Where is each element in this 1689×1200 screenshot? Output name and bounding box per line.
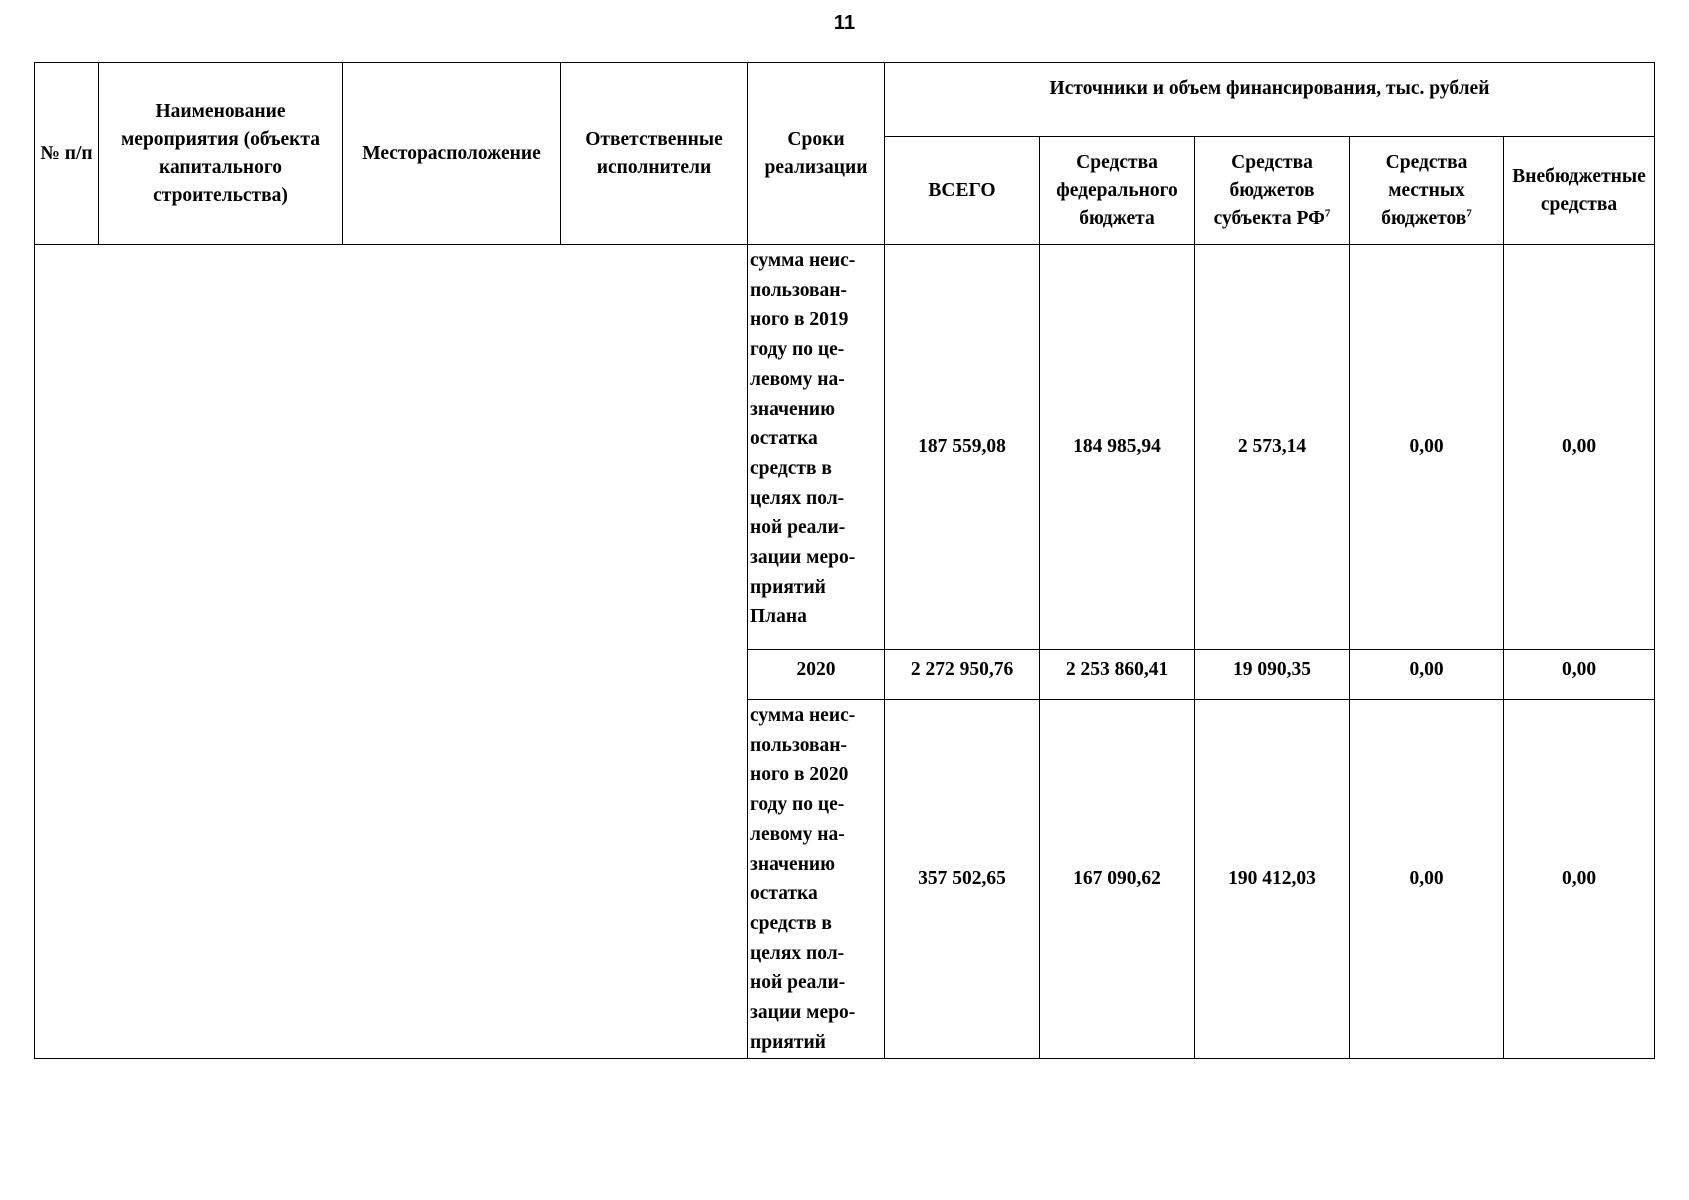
extra-cell: 0,00 [1504,245,1655,650]
header-name: Наименование мероприятия (объекта капитального строительства) [99,63,343,245]
header-extra: Внебюджетные средства [1504,137,1655,245]
local-cell: 0,00 [1350,245,1504,650]
header-local [1350,137,1504,245]
term-cell: сумма неис- пользован- ного в 2020 году по це- левому на- значению остатка средств в целях пол- ной реали- зации меро- приятий [748,700,885,1059]
financing-table [34,62,1655,1059]
total-cell: 2 272 950,76 [885,650,1040,700]
header-regional [1195,137,1350,245]
federal-cell: 184 985,94 [1040,245,1195,650]
header-location: Месторасположение [343,63,561,245]
extra-cell: 0,00 [1504,700,1655,1059]
header-regional-text: Средства бюджетов субъекта РФ [1213,151,1325,229]
header-federal: Средства федерального бюджета [1040,137,1195,245]
footnote-mark: 7 [1466,207,1472,219]
table-row [35,245,1655,650]
header-num: № п/п [35,63,99,245]
extra-cell: 0,00 [1504,650,1655,700]
term-cell: сумма неис- пользован- ного в 2019 году по це- левому на- значению остатка средств в целях пол- ной реали- зации меро- приятий Плана [748,245,885,650]
local-cell: 0,00 [1350,650,1504,700]
header-terms: Сроки реализации [748,63,885,245]
federal-cell: 2 253 860,41 [1040,650,1195,700]
total-cell: 357 502,65 [885,700,1040,1059]
header-executors: Ответственные исполнители [561,63,748,245]
regional-cell: 2 573,14 [1195,245,1350,650]
regional-cell: 19 090,35 [1195,650,1350,700]
header-row-top [35,63,1655,137]
footnote-mark: 7 [1324,207,1331,219]
header-total: ВСЕГО [885,137,1040,245]
empty-cell [35,245,748,1059]
local-cell: 0,00 [1350,700,1504,1059]
regional-cell: 190 412,03 [1195,700,1350,1059]
header-sources: Источники и объем финансирования, тыс. рублей [885,63,1655,137]
header-local-text: Средства местных бюджетов [1381,151,1468,229]
term-cell: 2020 [748,650,885,700]
federal-cell: 167 090,62 [1040,700,1195,1059]
total-cell: 187 559,08 [885,245,1040,650]
page-number: 11 [833,12,856,34]
